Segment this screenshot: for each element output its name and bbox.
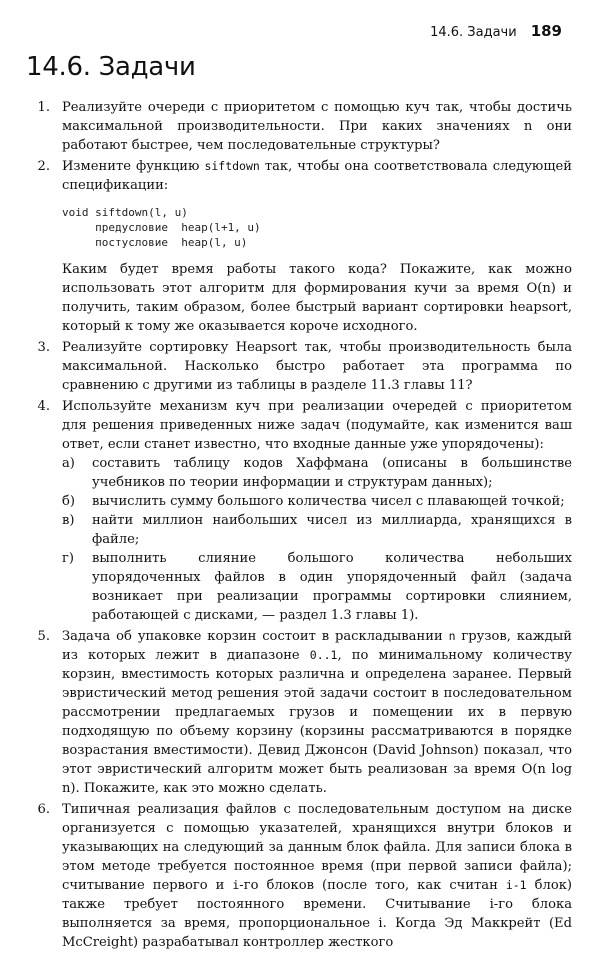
- problem-text: Реализуйте сортировку Heapsort так, чтобы производительность была максимальной. Насколько быстро работает эта программа по сравнению с другими из таблицы в разделе 11.3 главы 11?: [62, 340, 572, 393]
- problem-text: Измените функцию siftdown так, чтобы она соответствовала следующей спецификации:: [62, 159, 572, 193]
- problem-number: 2.: [37, 159, 50, 174]
- problem-text: Используйте механизм куч при реализации очередей с приоритетом для решения приведенных ниже задач (подумайте, как изменится ваш ответ, если станет известно, что входные данные уже упорядочены):: [62, 399, 572, 452]
- problem-number: 1.: [37, 100, 50, 115]
- problem-3: [28, 338, 572, 395]
- problem-text: Типичная реализация файлов с последовательным доступом на диске организуется с помощью указателей, хранящихся внутри блоков и указывающих на следующий за данным блок файла. Для записи блока в этом методе требуется постоянное время (при первой записи файла); считывание первого и i-го блоков (после того, как считан i-1 блок) также требует постоянного времени. Считывание i-го блока выполняется за время, пропорциональное i. Когда Эд Маккрейт (Ed McCreight) разрабатывал контроллер жесткого: [62, 802, 572, 950]
- problem-text: Задача об упаковке корзин состоит в раскладывании n грузов, каждый из которых лежит в диапазоне 0..1, по минимальному количеству корзин, вместимость которых различна и определена заранее. Первый эвристический метод решения этой задачи состоит в последовательном рассмотрении предлагаемых грузов и помещении их в первую подходящую по объему корзину (корзины рассматриваются в порядке возрастания вместимости). Девид Джонсон (David Johnson) показал, что этот эвристический алгоритм может быть реализован за время O(n log n). Покажите, как это можно сделать.: [62, 629, 573, 796]
- problem-continuation: Каким будет время работы такого кода? Покажите, как можно использовать этот алгоритм для формирования кучи за время O(n) и получить, таким образом, более быстрый вариант сортировки heapsort, который к тому же оказывается короче исходного.: [62, 262, 572, 334]
- problem-text: Реализуйте очереди с приоритетом с помощью куч так, чтобы достичь максимальной производительности. При каких значениях n они работают быстрее, чем последовательные структуры?: [62, 100, 572, 153]
- problem-6: [28, 800, 572, 952]
- problem-number: 3.: [37, 340, 50, 355]
- problem-5: [28, 627, 572, 798]
- inline-code: n: [448, 629, 456, 643]
- page-number: 189: [530, 22, 562, 40]
- subtask-item: а) составить таблицу кодов Хаффмана (описаны в большинстве учебников по теории информации и структурам данных);: [62, 456, 572, 490]
- inline-code: 0..1: [309, 648, 338, 662]
- problem-list: [28, 98, 572, 954]
- subtask-list: [62, 454, 572, 625]
- subtask-item: в) найти миллион наибольших чисел из миллиарда, хранящихся в файле;: [62, 513, 572, 547]
- problem-number: 4.: [37, 399, 50, 414]
- subtask-item: б) вычислить сумму большого количества чисел с плавающей точкой;: [62, 494, 565, 509]
- inline-code: i: [232, 878, 240, 892]
- code-block: void siftdown(l, u) предусловие heap(l+1, u) постусловие heap(l, u): [62, 206, 261, 249]
- inline-code: i-1: [505, 878, 527, 892]
- section-title: 14.6. Задачи: [26, 52, 196, 82]
- subtask-item: г) выполнить слияние большого количества небольших упорядоченных файлов в один упорядоченный файл (задача возникает при реализации программы сортировки слиянием, работающей с дисками, — раздел 1.3 главы 1).: [62, 551, 572, 623]
- problem-4: [28, 397, 572, 625]
- running-header: [430, 22, 562, 40]
- problem-1: [28, 98, 572, 155]
- running-header-section: 14.6. Задачи: [430, 25, 517, 40]
- inline-code: siftdown: [204, 159, 260, 173]
- problem-number: 6.: [37, 802, 50, 817]
- problem-number: 5.: [37, 629, 50, 644]
- problem-2: [28, 157, 572, 336]
